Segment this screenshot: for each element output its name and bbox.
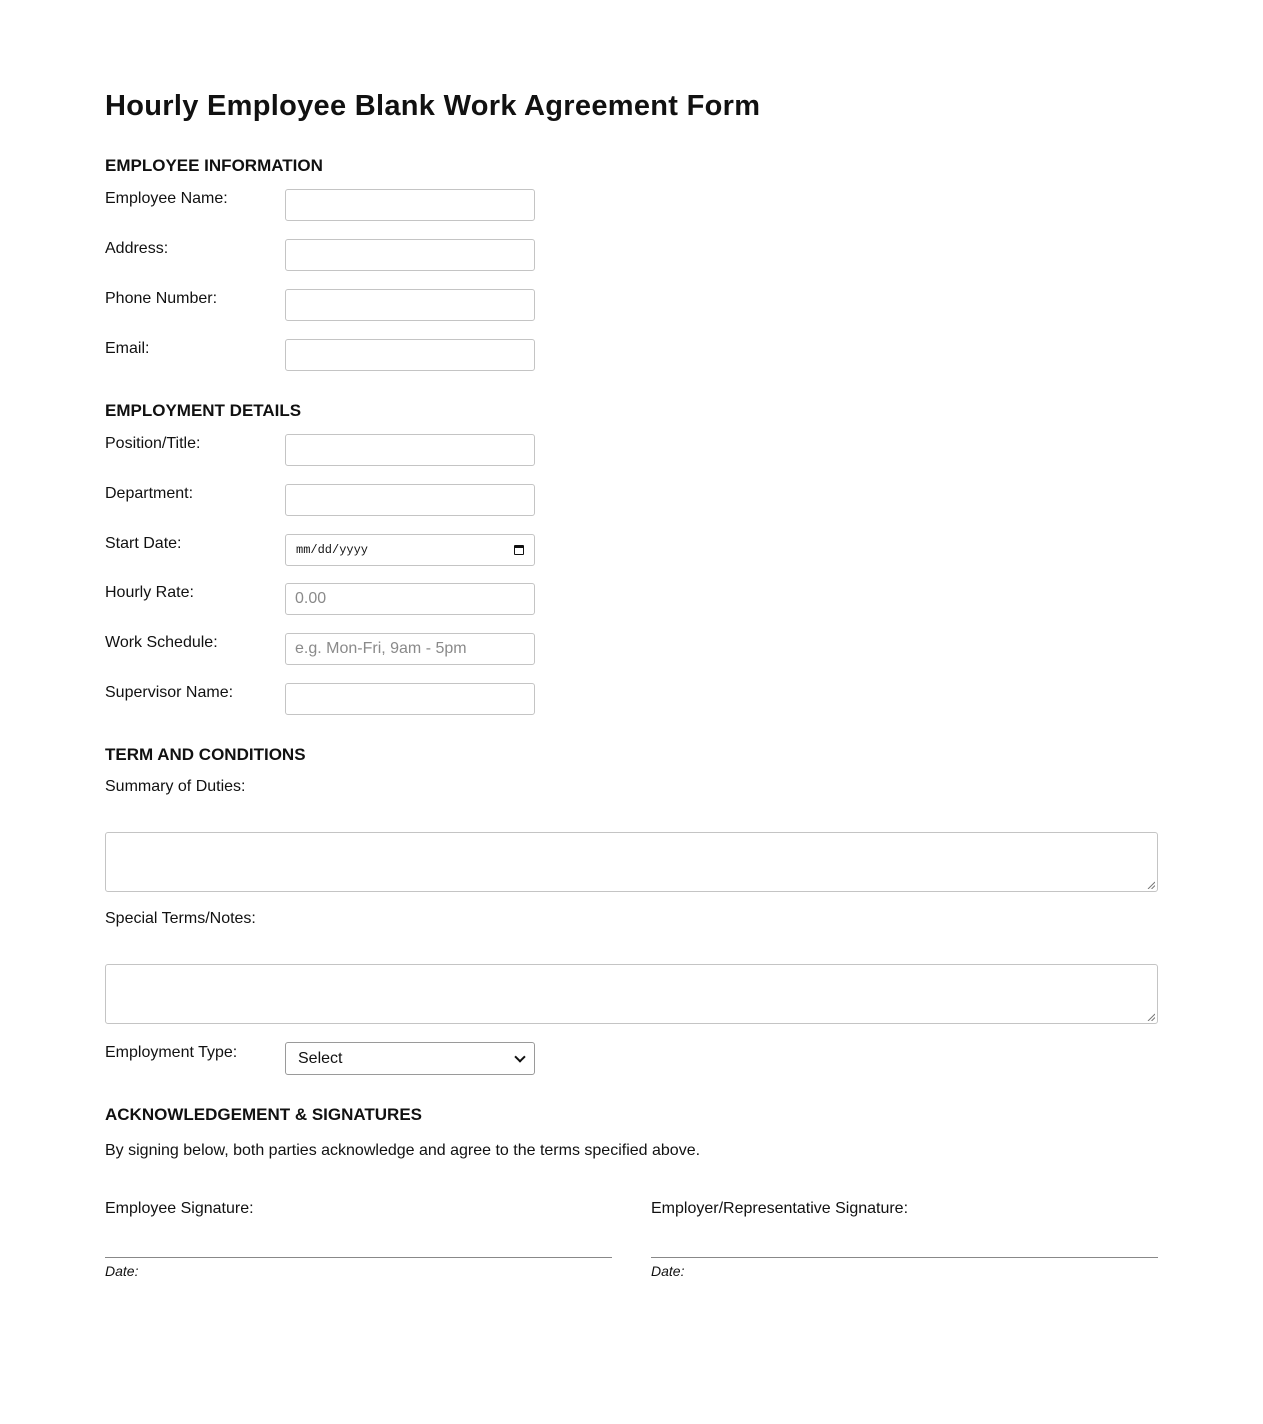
phone-number-label: Phone Number: [105, 290, 218, 307]
resize-handle-icon[interactable] [1147, 881, 1155, 889]
hourly-rate-label: Hourly Rate: [105, 584, 194, 601]
section-heading-terms: TERM AND CONDITIONS [105, 745, 306, 764]
email-input[interactable] [285, 339, 535, 371]
employment-type-selected: Select [298, 1049, 343, 1067]
start-date-display: mm/dd/yyyy [296, 543, 369, 557]
employee-name-input[interactable] [285, 189, 535, 221]
section-heading-employee-information: EMPLOYEE INFORMATION [105, 156, 323, 175]
employment-type-select[interactable] [285, 1042, 535, 1075]
department-input[interactable] [285, 484, 535, 516]
email-label: Email: [105, 340, 150, 357]
employee-date-label: Date: [105, 1263, 139, 1279]
summary-of-duties-label: Summary of Duties: [105, 778, 246, 795]
page-title: Hourly Employee Blank Work Agreement Form [105, 90, 761, 122]
start-date-input[interactable] [285, 534, 535, 566]
address-label: Address: [105, 240, 169, 257]
employer-signature-line[interactable] [651, 1257, 1158, 1258]
work-schedule-label: Work Schedule: [105, 634, 218, 651]
employee-signature-label: Employee Signature: [105, 1200, 254, 1217]
resize-handle-icon[interactable] [1147, 1013, 1155, 1021]
employee-name-label: Employee Name: [105, 190, 228, 207]
supervisor-name-label: Supervisor Name: [105, 684, 234, 701]
section-heading-acknowledgement: ACKNOWLEDGEMENT & SIGNATURES [105, 1105, 423, 1124]
supervisor-name-input[interactable] [285, 683, 535, 715]
start-date-label: Start Date: [105, 535, 182, 552]
calendar-icon[interactable] [514, 545, 524, 555]
employee-signature-line[interactable] [105, 1257, 612, 1258]
acknowledgement-text: By signing below, both parties acknowledge and agree to the terms specified above. [105, 1142, 701, 1159]
special-terms-label: Special Terms/Notes: [105, 910, 256, 927]
chevron-down-icon [514, 1051, 525, 1062]
hourly-rate-input[interactable] [285, 583, 535, 615]
employment-type-label: Employment Type: [105, 1044, 238, 1061]
work-schedule-input[interactable] [285, 633, 535, 665]
position-title-label: Position/Title: [105, 435, 201, 452]
address-input[interactable] [285, 239, 535, 271]
phone-number-input[interactable] [285, 289, 535, 321]
employer-date-label: Date: [651, 1263, 685, 1279]
position-title-input[interactable] [285, 434, 535, 466]
summary-of-duties-textarea[interactable] [105, 832, 1158, 892]
employer-signature-label: Employer/Representative Signature: [651, 1200, 909, 1217]
section-heading-employment-details: EMPLOYMENT DETAILS [105, 401, 302, 420]
special-terms-textarea[interactable] [105, 964, 1158, 1024]
department-label: Department: [105, 485, 194, 502]
